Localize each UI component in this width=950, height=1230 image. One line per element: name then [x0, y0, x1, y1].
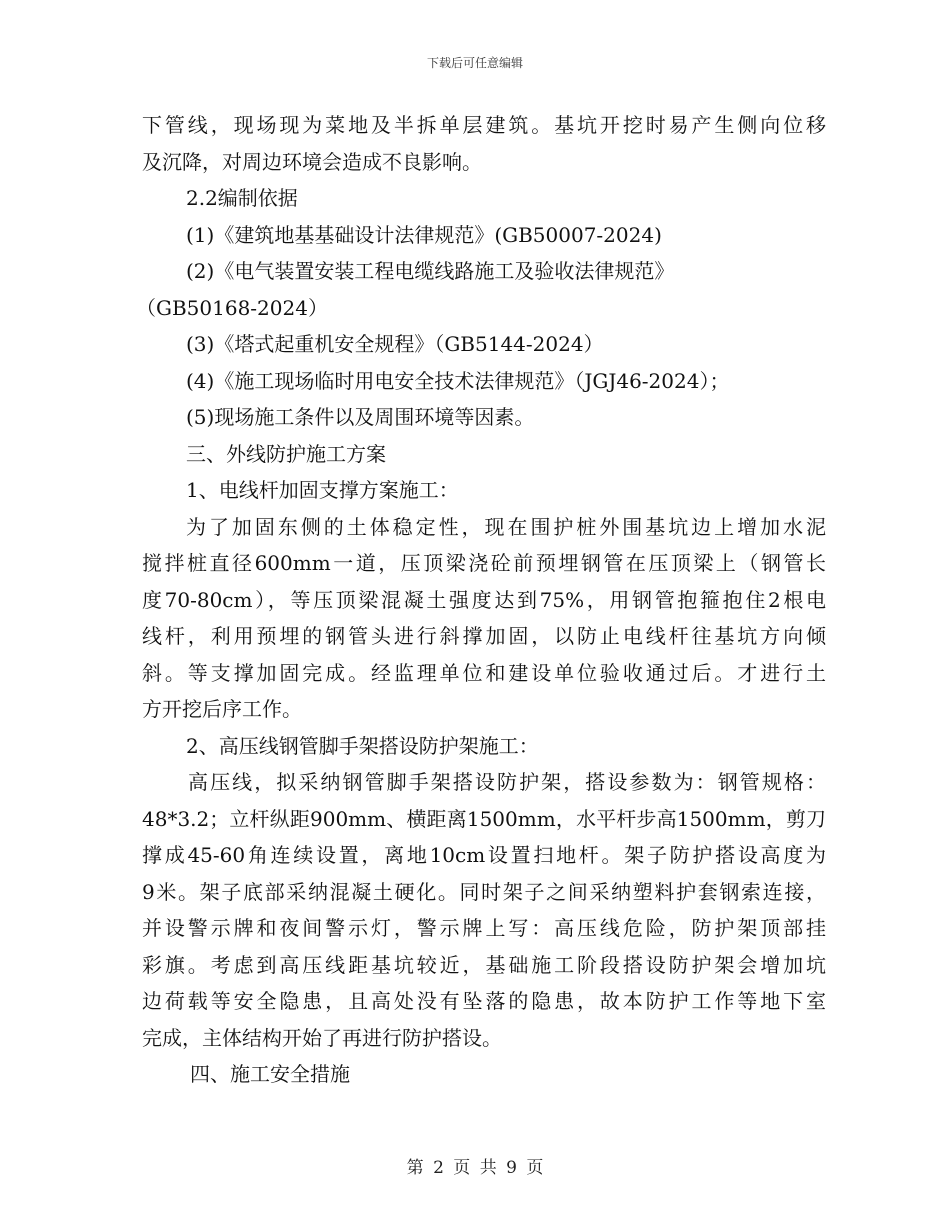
page-number-footer: 第 2 页 共 9 页: [406, 1158, 544, 1178]
body-line: 下管线，现场现为菜地及半拆单层建筑。基坑开挖时易产生侧向位移: [142, 113, 826, 137]
body-line: 高压线，拟采纳钢管脚手架搭设防护架，搭设参数为：钢管规格：: [188, 770, 826, 794]
section-heading: 三、外线防护施工方案: [186, 441, 386, 466]
reference-item: (2)《电气装置安装工程电缆线路施工及验收法律规范》: [186, 259, 675, 283]
document-body: [136, 107, 826, 1093]
subsection-heading: 1、电线杆加固支撑方案施工：: [186, 478, 459, 502]
section-heading: 2.2编制依据: [186, 186, 298, 210]
body-line: 撑成45-60角连续设置，离地10cm设置扫地杆。架子防护搭设高度为: [142, 843, 826, 867]
section-heading: 四、施工安全措施: [190, 1062, 350, 1086]
body-line: 彩旗。考虑到高压线距基坑较近，基础施工阶段搭设防护架会增加坑: [142, 952, 826, 977]
body-line: 并设警示牌和夜间警示灯，警示牌上写：高压线危险，防护架顶部挂: [142, 916, 826, 940]
body-line: 9米。架子底部采纳混凝土硬化。同时架子之间采纳塑料护套钢索连接，: [142, 879, 826, 904]
subsection-heading: 2、高压线钢管脚手架搭设防护架施工：: [186, 733, 539, 758]
body-line: 48*3.2；立杆纵距900mm、横距离1500mm，水平杆步高1500mm，剪刀: [142, 806, 826, 831]
body-line: 搅拌桩直径600mm一道，压顶梁浇砼前预埋钢管在压顶梁上（钢管长: [142, 551, 826, 575]
body-line: 完成，主体结构开始了再进行防护搭设。: [142, 1025, 502, 1050]
reference-item: (3)《塔式起重机安全规程》（GB5144-2024）: [186, 332, 604, 356]
body-line: 斜。等支撑加固完成。经监理单位和建设单位验收通过后。才进行土: [142, 660, 826, 685]
reference-item: (4)《施工现场临时用电安全技术法律规范》（JGJ46-2024）；: [186, 368, 730, 393]
page-header: 下载后可任意编辑: [426, 56, 523, 70]
body-line: 度70-80cm），等压顶梁混凝土强度达到75%，用钢管抱箍抱住2根电: [142, 587, 826, 612]
body-line: 边荷载等安全隐患，且高处没有坠落的隐患，故本防护工作等地下室: [142, 989, 826, 1013]
body-line: 线杆，利用预埋的钢管头进行斜撑加固，以防止电线杆往基坑方向倾: [142, 624, 826, 648]
reference-item-continuation: （GB50168-2024）: [136, 295, 328, 320]
body-line: 方开挖后序工作。: [142, 697, 302, 721]
body-line: 及沉降，对周边环境会造成不良影响。: [142, 149, 482, 174]
body-line: 为了加固东侧的土体稳定性，现在围护桩外围基坑边上增加水泥: [186, 514, 826, 539]
reference-item: (1)《建筑地基基础设计法律规范》(GB50007-2024): [186, 222, 662, 247]
reference-item: (5)现场施工条件以及周围环境等因素。: [186, 405, 535, 429]
